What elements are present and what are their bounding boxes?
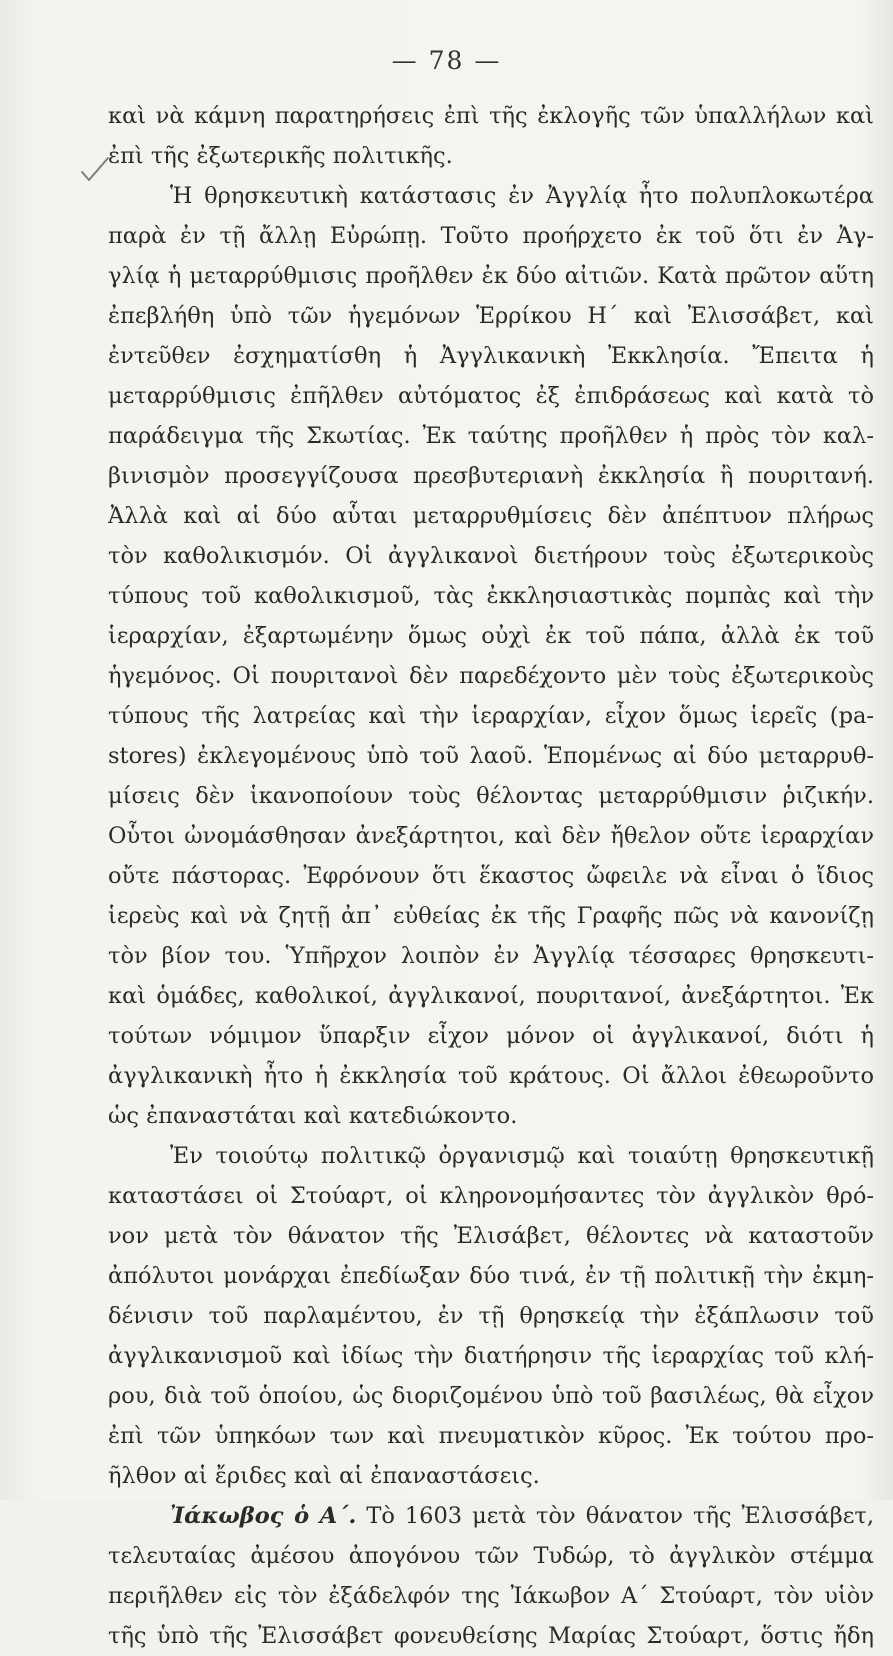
text-line: μεταρρύθμισις ἐπῆλθεν αὐτόματος ἐξ ἐπιδράσεως καὶ κατὰ τὸ [108,383,874,409]
page-number: — 78 — [391,46,502,75]
text-line: ρου, διὰ τοῦ ὁποίου, ὡς διοριζομένου ὑπὸ τοῦ βασιλέως, θὰ εἶχον [108,1383,874,1409]
text-line: Ἀλλὰ καὶ αἱ δύο αὗται μεταρρυθμίσεις δὲν ἀπέπτυον πλήρως [108,503,874,529]
text-line: ῆλθον αἱ ἔριδες καὶ αἱ ἐπαναστάσεις. [108,1463,540,1489]
body-text [108,96,874,1656]
section-heading-line [108,1496,874,1536]
pencil-checkmark-icon [78,152,112,188]
text-line: ὡς ἐπαναστάται καὶ κατεδιώκοντο. [108,1103,518,1129]
text-line: ἀγγλικανικὴ ἦτο ἡ ἐκκλησία τοῦ κράτους. Οἱ ἄλλοι ἐθεωροῦντο [108,1063,874,1089]
text-line: τῆς ὑπὸ τῆς Ἐλισσάβετ φονευθείσης Μαρίας Στούαρτ, ὅστις ἤδη [108,1623,874,1649]
text-line: δένισιν τοῦ παρλαμέντου, ἐν τῇ θρησκείᾳ τὴν ἐξάπλωσιν τοῦ [108,1303,874,1329]
text-line: ἀγγλικανισμοῦ καὶ ἰδίως τὴν διατήρησιν τῆς ἱεραρχίας τοῦ κλή- [108,1343,874,1369]
text-line: Ἐν τοιούτῳ πολιτικῷ ὀργανισμῷ καὶ τοιαύτῃ θρησκευτικῇ [170,1143,874,1169]
text-line: καταστάσει οἱ Στούαρτ, οἱ κληρονομήσαντες τὸν ἀγγλικὸν θρό- [108,1183,874,1209]
text-line: τούτων νόμιμον ὕπαρξιν εἶχον μόνον οἱ ἀγγλικανοί, διότι ἡ [108,1023,874,1049]
text-run: Τὸ 1603 μετὰ τὸν θάνατον τῆς Ἐλισσάβετ, [366,1503,874,1529]
text-line: τὸν βίον του. Ὑπῆρχον λοιπὸν ἐν Ἀγγλίᾳ τέσσαρες θρησκευτι- [108,943,874,969]
text-line: stores) ἐκλεγομένους ὑπὸ τοῦ λαοῦ. Ἑπομένως αἱ δύο μεταρρυθ- [108,743,874,769]
text-line: παρὰ ἐν τῇ ἄλλῃ Εὐρώπῃ. Τοῦτο προήρχετο ἐκ τοῦ ὅτι ἐν Ἀγ- [108,223,874,249]
text-line: τὸν καθολικισμόν. Οἱ ἀγγλικανοὶ διετήρουν τοὺς ἐξωτερικοὺς [108,543,874,569]
text-line: τύπους τῆς λατρείας καὶ τὴν ἱεραρχίαν, εἶχον ὅμως ἱερεῖς (pa- [108,703,874,729]
text-line: περιῆλθεν εἰς τὸν ἐξάδελφόν της Ἰάκωβον Α΄ Στούαρτ, τὸν υἱὸν [108,1583,874,1609]
text-line: ἀπόλυτοι μονάρχαι ἐπεδίωξαν δύο τινά, ἐν τῇ πολιτικῇ τὴν ἐκμη- [108,1263,874,1289]
text-line: ἱερεὺς καὶ νὰ ζητῇ ἀπ᾿ εὐθείας ἐκ τῆς Γραφῆς πῶς νὰ κανονίζῃ [108,903,874,929]
text-line: παράδειγμα τῆς Σκωτίας. Ἐκ ταύτης προῆλθεν ἡ πρὸς τὸν καλ- [108,423,874,449]
text-line: Ἡ θρησκευτικὴ κατάστασις ἐν Ἀγγλίᾳ ἦτο πολυπλοκωτέρα [170,183,874,209]
text-line: καὶ νὰ κάμνη παρατηρήσεις ἐπὶ τῆς ἐκλογῆς τῶν ὑπαλλήλων καὶ [108,103,874,129]
text-line: τύπους τοῦ καθολικισμοῦ, τὰς ἐκκλησιαστικὰς πομπὰς καὶ τὴν [108,583,874,609]
text-line: ἡγεμόνος. Οἱ πουριτανοὶ δὲν παρεδέχοντο μὲν τοὺς ἐξωτερικοὺς [108,663,874,689]
text-line: βινισμὸν προσεγγίζουσα πρεσβυτεριανὴ ἐκκλησία ἢ πουριτανή. [108,463,874,489]
text-line: γλίᾳ ἡ μεταρρύθμισις προῆλθεν ἐκ δύο αἰτιῶν. Κατὰ πρῶτον αὕτη [108,263,874,289]
text-line: ἐπὶ τῶν ὑπηκόων των καὶ πνευματικὸν κῦρος. Ἐκ τούτου προ- [108,1423,874,1449]
text-line: ἱεραρχίαν, ἐξαρτωμένην ὅμως οὐχὶ ἐκ τοῦ πάπα, ἀλλὰ ἐκ τοῦ [108,623,874,649]
section-heading: Ἰάκωβος ὁ Α΄. [170,1503,357,1529]
text-line: οὔτε πάστορας. Ἐφρόνουν ὅτι ἕκαστος ὤφειλε νὰ εἶναι ὁ ἴδιος [108,863,874,889]
text-line: μίσεις δὲν ἱκανοποίουν τοὺς θέλοντας μεταρρύθμισιν ῥιζικήν. [108,783,874,809]
text-line: νον μετὰ τὸν θάνατον τῆς Ἐλισάβετ, θέλοντες νὰ καταστοῦν [108,1223,874,1249]
text-line: Οὗτοι ὠνομάσθησαν ἀνεξάρτητοι, καὶ δὲν ἤθελον οὔτε ἱεραρχίαν [108,823,874,849]
text-line: ἐντεῦθεν ἐσχηματίσθη ἡ Ἀγγλικανικὴ Ἐκκλησία. Ἔπειτα ἡ [108,343,874,369]
text-line: τελευταίας ἀμέσου ἀπογόνου τῶν Τυδώρ, τὸ ἀγγλικὸν στέμμα [108,1543,874,1569]
text-line: καὶ ὁμάδες, καθολικοί, ἀγγλικανοί, πουριτανοί, ἀνεξάρτητοι. Ἐκ [108,983,874,1009]
text-line: ἐπεβλήθη ὑπὸ τῶν ἡγεμόνων Ἑρρίκου Η΄ καὶ Ἐλισσάβετ, καὶ [108,303,874,329]
text-line: ἐπὶ τῆς ἐξωτερικῆς πολιτικῆς. [108,143,453,169]
